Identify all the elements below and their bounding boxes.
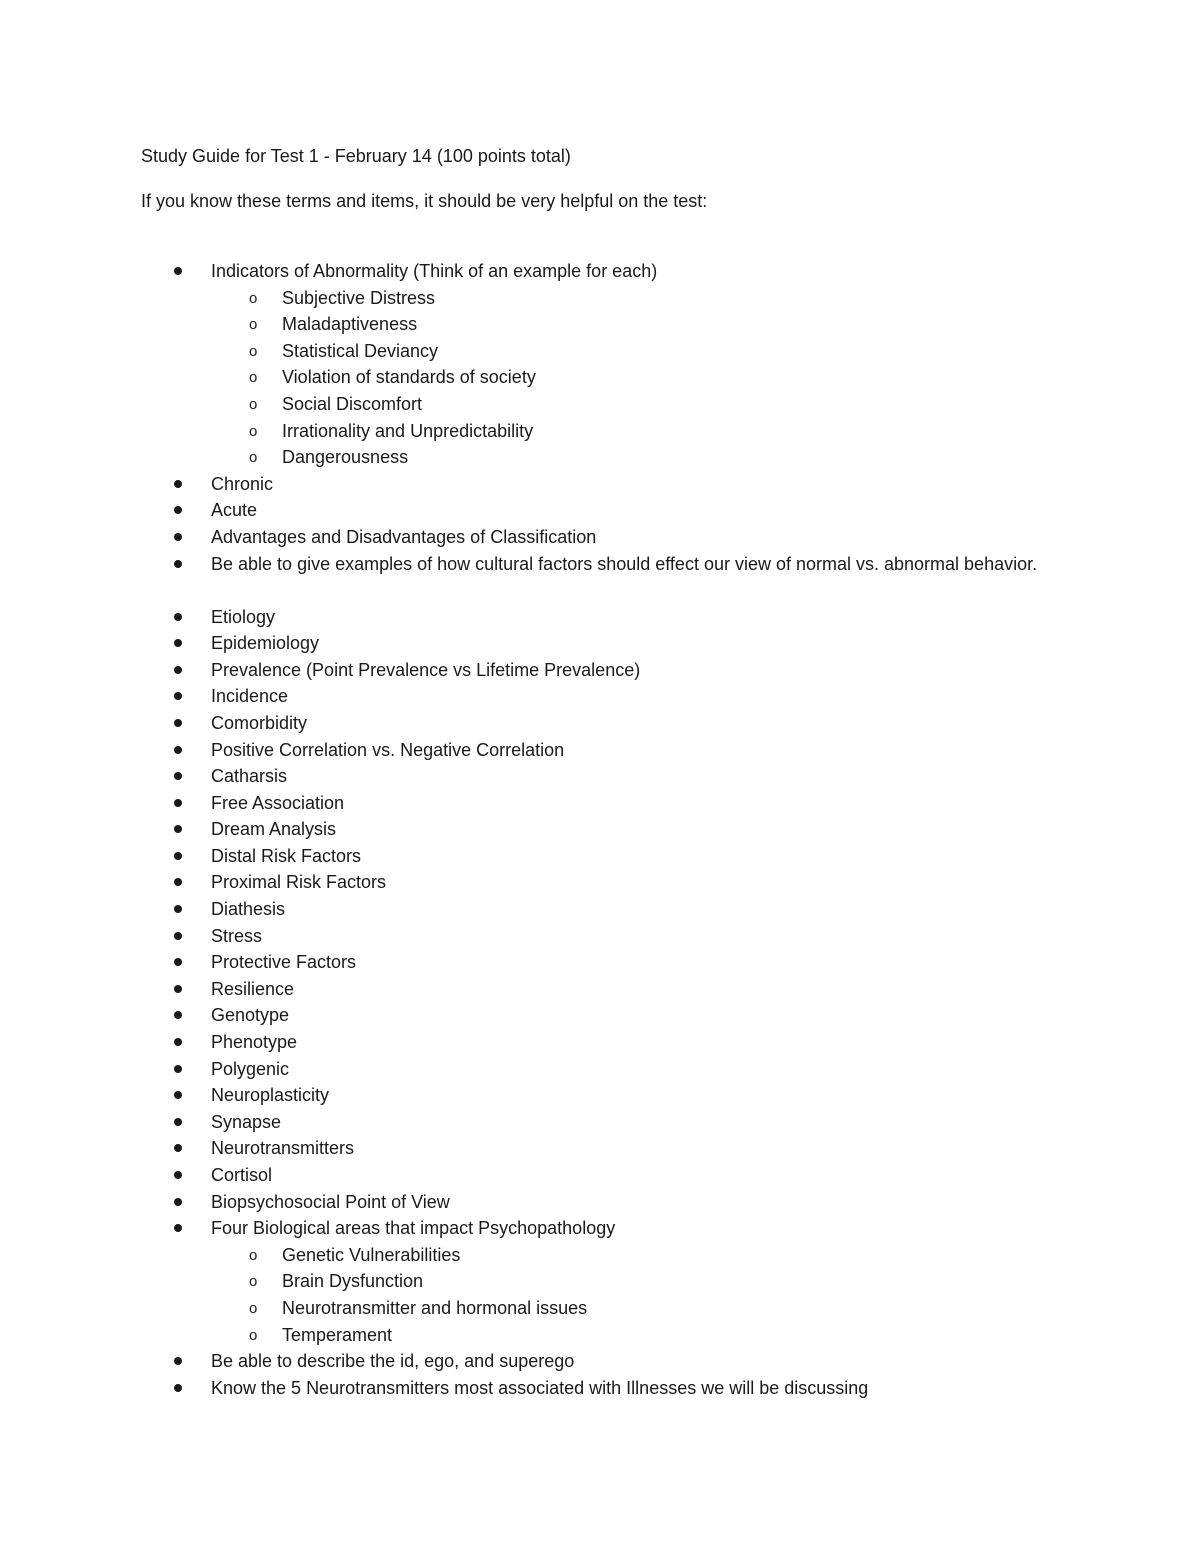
bullet-icon [174,1171,182,1179]
list-item [0,869,1200,896]
list-item-text: Chronic [211,473,274,494]
sub-bullet-icon: o [249,369,258,387]
sub-bullet-icon: o [249,342,258,360]
sub-bullet-icon: o [249,316,258,334]
list-item-text: Epidemiology [211,633,320,654]
list-item-text: Incidence [211,686,289,707]
bullet-icon [174,1038,182,1046]
list-item-text: Neuroplasticity [211,1085,330,1106]
list-item [0,258,1200,285]
sub-list-item-text: Genetic Vulnerabilities [282,1244,461,1265]
list-item [0,1348,1200,1375]
sub-list-item-text: Statistical Deviancy [282,340,439,361]
sub-bullet-icon: o [249,422,258,440]
bullet-icon [174,1144,182,1152]
list-item-text: Polygenic [211,1058,290,1079]
list-item-text: Cortisol [211,1165,273,1185]
bullet-icon [174,1065,182,1073]
list-item [0,524,1200,551]
list-item [0,1375,1200,1402]
bullet-icon [174,639,182,647]
bullet-icon [174,932,182,940]
list-item-text: Etiology [211,606,276,627]
sub-list-item [0,311,1200,338]
list-item-text: Genotype [211,1005,290,1026]
list-item [0,1002,1200,1029]
list-item-text: Synapse [211,1111,282,1132]
sub-list-item-text: Social Discomfort [282,393,423,414]
sub-list-item-text: Subjective Distress [282,287,436,308]
bullet-icon [174,1011,182,1019]
sub-bullet-icon: o [249,289,258,307]
study-terms-list [0,258,1200,1401]
bullet-icon [174,1224,182,1232]
sub-list-item-text: Dangerousness [282,447,409,468]
list-item [0,1082,1200,1109]
list-item-text: Indicators of Abnormality (Think of an example for each) [211,261,658,281]
sub-list-item [0,285,1200,312]
bullet-icon [174,1198,182,1206]
document-title: Study Guide for Test 1 - February 14 (100 points total) [141,146,571,166]
list-item-text: Catharsis [211,766,288,787]
bullet-icon [174,1118,182,1126]
sub-list-item-text: Irrationality and Unpredictability [282,420,534,441]
list-item [0,657,1200,684]
bullet-icon [174,852,182,860]
list-item-text: Phenotype [211,1032,298,1053]
list-item [0,497,1200,524]
sub-list-item [0,391,1200,418]
list-item [0,1135,1200,1162]
intro-text: If you know these terms and items, it should be very helpful on the test: [141,191,708,211]
bullet-icon [174,560,182,568]
list-item [0,843,1200,870]
list-item-text: Four Biological areas that impact Psychopathology [211,1218,616,1239]
bullet-icon [174,480,182,488]
sub-bullet-icon: o [249,449,258,467]
list-item-text: Dream Analysis [211,819,337,840]
list-item [0,1189,1200,1216]
sub-list-item [0,1268,1200,1295]
bullet-icon [174,985,182,993]
list-item-text: Resilience [211,978,295,999]
list-item-text: Proximal Risk Factors [211,872,387,893]
bullet-icon [174,772,182,780]
list-item [0,816,1200,843]
bullet-icon [174,692,182,700]
sub-list-item [0,418,1200,445]
sub-bullet-icon: o [249,1273,258,1291]
bullet-icon [174,719,182,727]
list-item-text: Advantages and Disadvantages of Classification [211,526,597,547]
sub-bullet-icon: o [249,395,258,413]
sub-list-item [0,444,1200,471]
list-item-text: Diathesis [211,899,286,920]
list-item-text: Know the 5 Neurotransmitters most associated with Illnesses we will be discussing [211,1377,869,1398]
sub-list-item [0,364,1200,391]
list-item [0,1056,1200,1083]
list-item-text: Comorbidity [211,712,308,733]
sub-list-item [0,338,1200,365]
sub-list-item-text: Temperament [282,1324,393,1345]
list-item [0,976,1200,1003]
list-item [0,790,1200,817]
list-item [0,1162,1200,1189]
list-item [0,1029,1200,1056]
list-item-text: Acute [211,500,258,521]
bullet-icon [174,1357,182,1365]
list-item [0,949,1200,976]
bullet-icon [174,746,182,754]
list-item [0,763,1200,790]
list-item [0,683,1200,710]
sub-list-item [0,1322,1200,1349]
sub-list-item [0,1295,1200,1322]
list-item-text: Distal Risk Factors [211,845,362,866]
bullet-icon [174,1384,182,1392]
list-item [0,710,1200,737]
bullet-icon [174,825,182,833]
list-item-text: Free Association [211,792,345,813]
list-item [0,604,1200,631]
list-item [0,630,1200,657]
sub-bullet-icon: o [249,1299,258,1317]
bullet-icon [174,267,182,275]
sub-list-item-text: Maladaptiveness [282,314,418,335]
bullet-icon [174,533,182,541]
list-item [0,737,1200,764]
list-item [0,896,1200,923]
sub-bullet-icon: o [249,1326,258,1344]
list-item-text: Be able to describe the id, ego, and superego [211,1351,575,1372]
bullet-icon [174,799,182,807]
list-item-text: Positive Correlation vs. Negative Correlation [211,739,565,760]
bullet-icon [174,613,182,621]
list-item-text: Prevalence (Point Prevalence vs Lifetime Prevalence) [211,659,641,680]
list-item [0,471,1200,498]
bullet-icon [174,878,182,886]
bullet-icon [174,905,182,913]
list-item [0,923,1200,950]
sub-list-item-text: Violation of standards of society [282,367,536,388]
list-item-text: Protective Factors [211,952,357,973]
bullet-icon [174,1091,182,1099]
list-item-text: Biopsychosocial Point of View [211,1191,450,1212]
list-item-text: Stress [211,925,263,946]
list-item [0,1109,1200,1136]
bullet-icon [174,958,182,966]
list-item [0,551,1200,604]
list-item-text: Be able to give examples of how cultural factors should effect our view of normal vs. abnormal behavior. [211,553,1038,574]
bullet-icon [174,506,182,514]
sub-list-item [0,1242,1200,1269]
sub-list-item-text: Brain Dysfunction [282,1271,424,1292]
bullet-icon [174,666,182,674]
list-item-text: Neurotransmitters [211,1138,355,1159]
sub-bullet-icon: o [249,1246,258,1264]
list-item [0,1215,1200,1242]
sub-list-item-text: Neurotransmitter and hormonal issues [282,1297,588,1318]
